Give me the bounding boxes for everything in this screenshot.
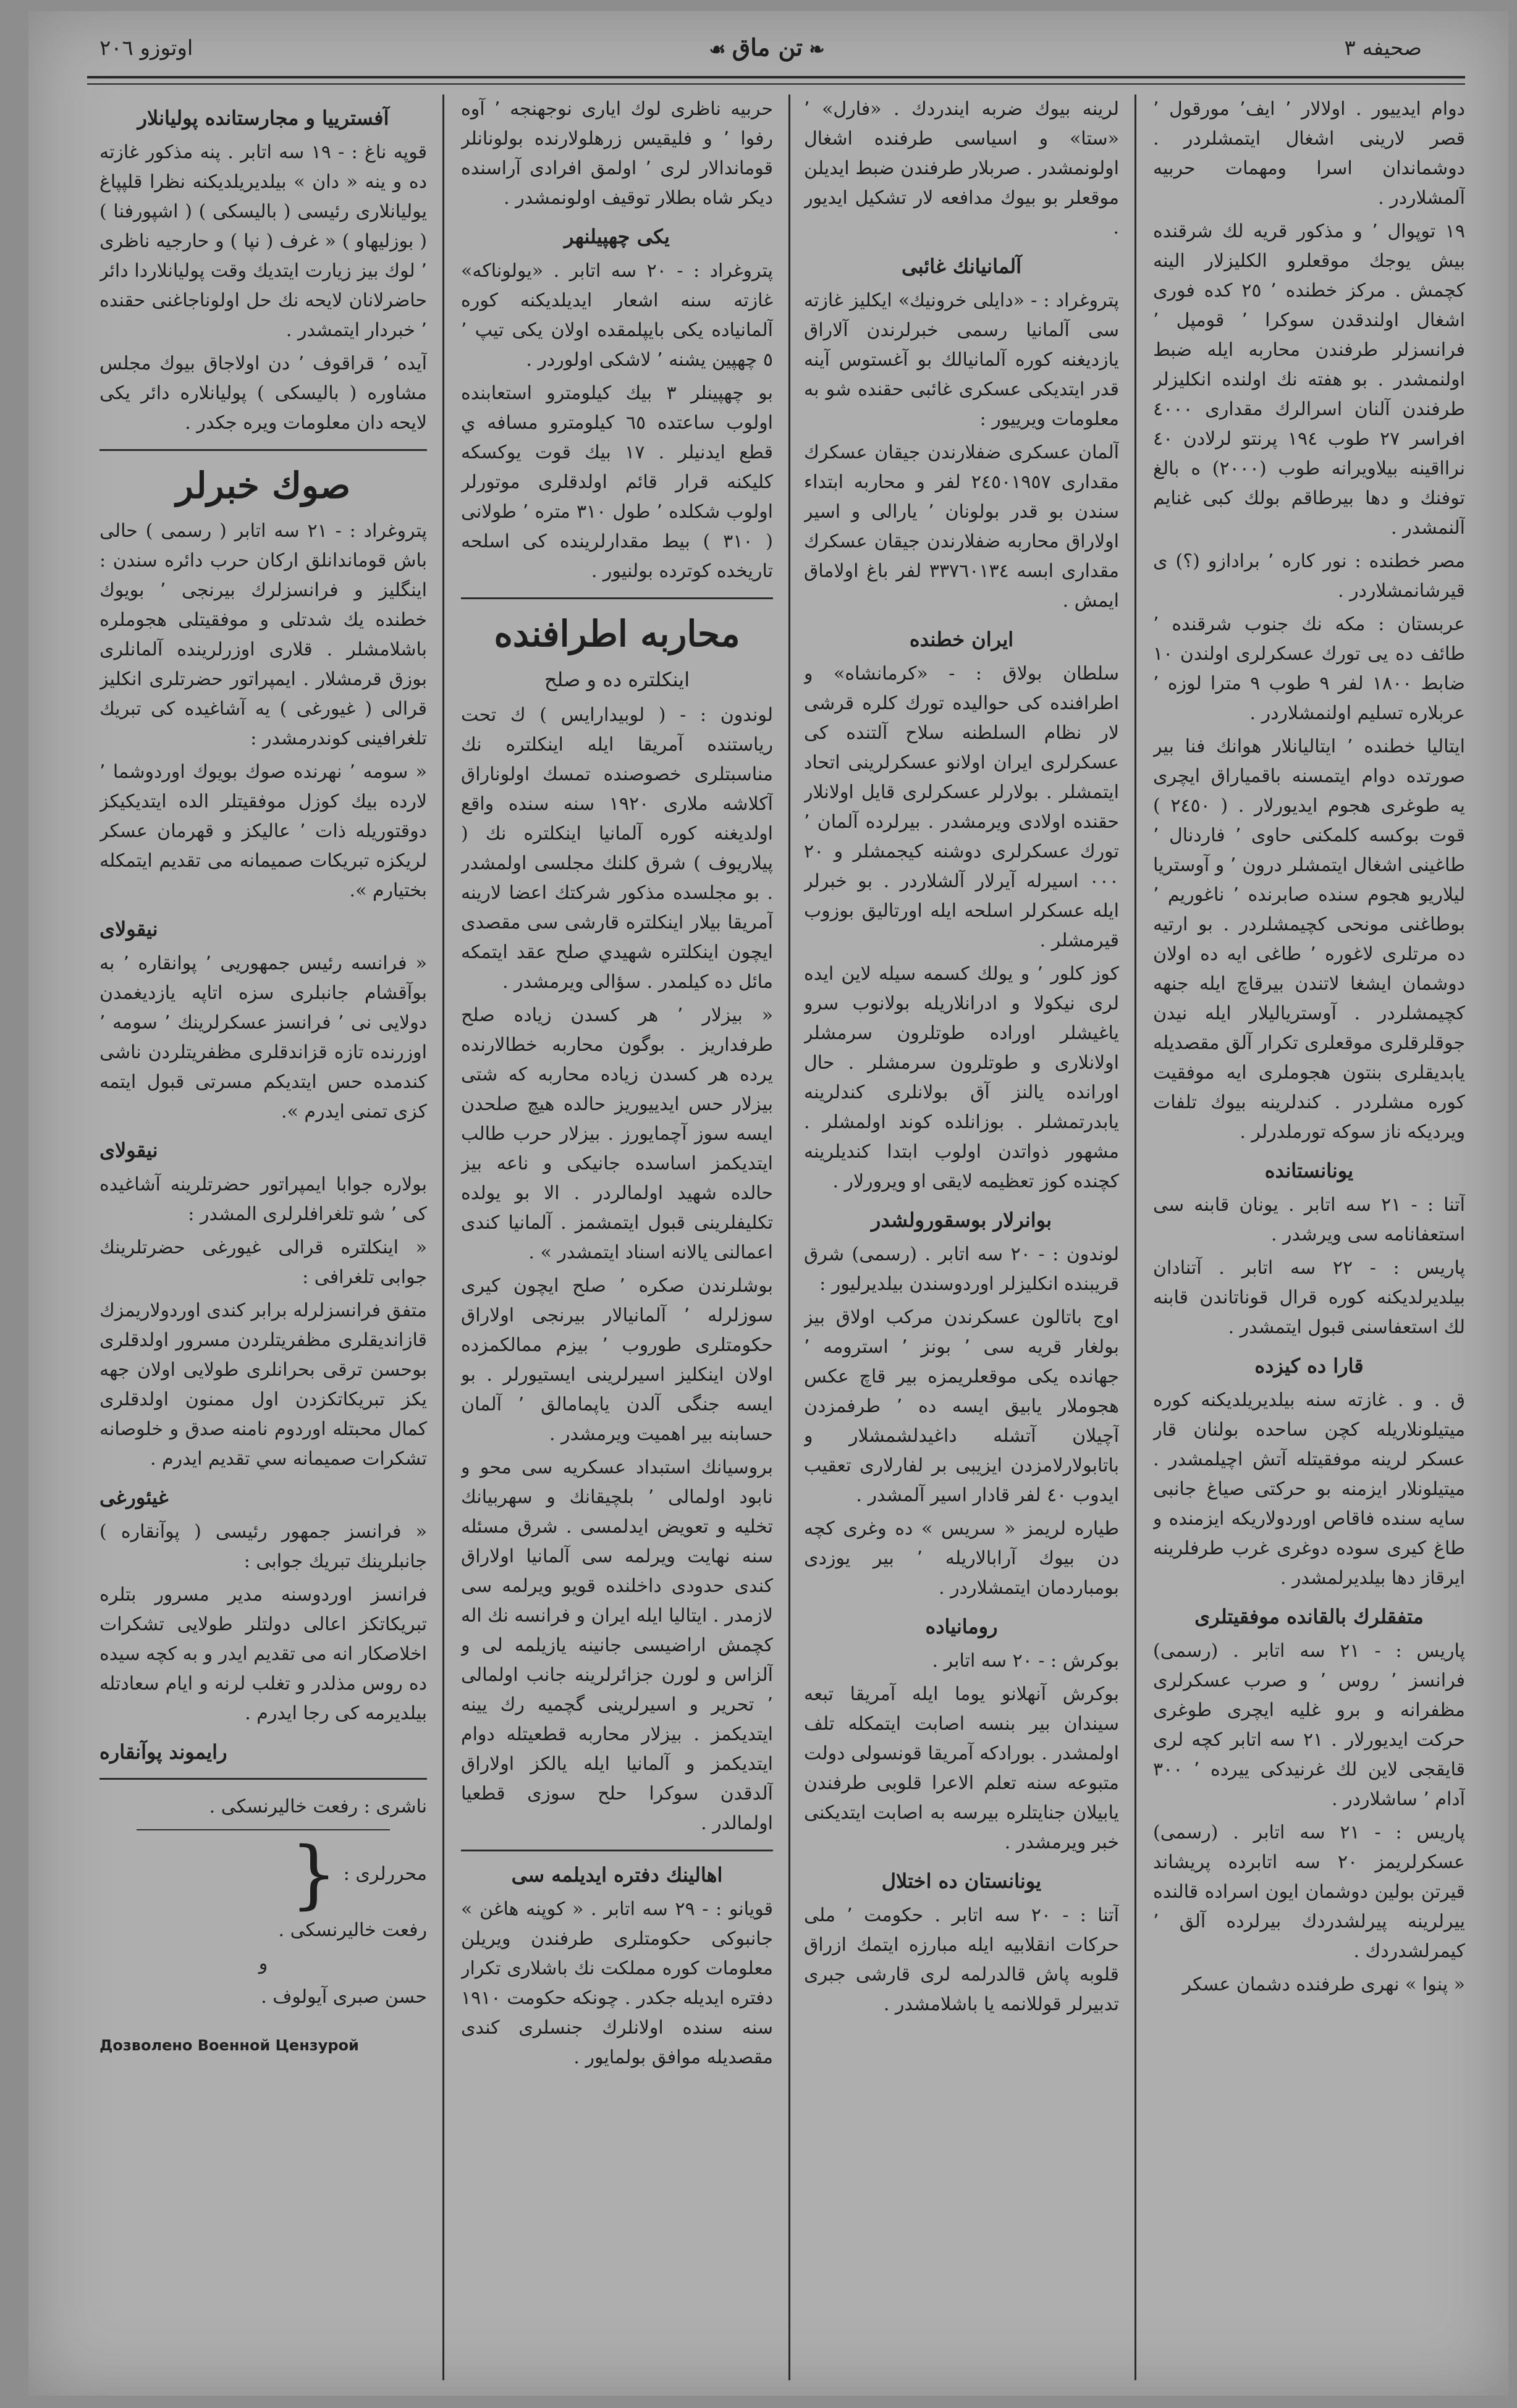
article-text: آتنا : - ٢١ سه اتابر . يونان قابنه سى استعفانامه سى ويرشدر .: [1153, 1194, 1465, 1245]
signature: غيئورغى: [99, 1486, 169, 1509]
article-text: آتنا : - ٢٠ سه اتابر . حكومت ٬ ملى حركات انقلابيه ايله مبارزه ايتمك ازراق قلوبه پاش قالدرلمه لرى قارشى جبرى تدبيرلر قوللانمه يا باشلامشدر .: [804, 1905, 1119, 2015]
ornament-icon: ☙: [709, 39, 732, 61]
editor-name: رفعت خاليرنسكى .: [278, 1919, 427, 1941]
section-heading: متفقلرك بالقانده موفقيتلرى: [1194, 1605, 1424, 1628]
article-text: كوز كلور ٬ و يولك كسمه سيله لاين ايده لرى نيكولا و ادرانلاريله بولانوب سرو ياغيشلر اوراده طوتلرون سرمشلر اولانلارى و طوتلرون سرمشلر . حال اورانده يالنز آق بولانلرى كندلرينه يابدرتمشلر . بوزانلده كوند اولمشلر . مشهور ذواتدن اولوب ابتدا كنديلرينه كچنده كوز تعظيمه لايقى او ويرورلار .: [804, 963, 1119, 1192]
article-text: پاريس : - ٢١ سه اتابر . (رسمى) فرانسز ٬ روس ٬ و صرب عسكرلرى مظفرانه و برو غليه ايچرى طوغرى حركت ايديورلار . ٢١ سه اتابر كچه لرى قايقجى لاين لك غرنيدكى ييرده ٬ ٣٠٠ آدام ٬ ساشلاردر .: [1153, 1640, 1465, 1810]
article-text: « فرانسه رئيس جمهوريى ٬ پوانقاره ٬ به بوآقشام جانبلرى سزه اتاپه يازديغمدن دولايى نى ٬ فرانسز عسكرلرينك ٬ سومه ٬ اوزرنده تازه قزاندقلرى مظفريتلردن ناشى كندمده حس ايتديكم مسرتى قبول ايتمه كزى تمنى ايدرم ».: [99, 953, 427, 1122]
article-text: فرانسز اوردوسنه مدير مسرور بتلره تبريكاتكز اعالى دولتلر طولايى تشكرات اخلاصكار انه مى تقديم ايدر و به كچه سيده ده روس مذلدر و تغلب لرنه و ايام سعادتله بيلديرمه كى رجا ايدرم .: [99, 1584, 427, 1724]
section-heading: اهالينك دفتره ايديلمه سى: [511, 1863, 723, 1887]
section-heading: يونانستان ده اختلال: [881, 1869, 1042, 1893]
section-heading: بوانرلار بوسقورولشدر: [871, 1208, 1052, 1232]
article-text: بولاره جوابا ايمپراتور حضرتلرينه آشاغيده كى ٬ شو تلغرافلرلرى المشدر :: [99, 1174, 427, 1225]
section-rule: [461, 1850, 773, 1851]
editor-conjunction: و: [258, 1953, 268, 1974]
article-text: بوكرش آنهلانو يوما ايله آمريقا تبعه سيندان بير بنسه اصابت ايتمكله تلف اولمشدر . بورادكه آمريقا قونسولى دولت متبوعه سنه تعلم الاعرا قلوبى طرفندن يابيلان جنايتلره بيرسه به اصابت ايتديكنى خبر ويرمشدر .: [804, 1683, 1119, 1853]
paper-name: تن ماق: [732, 33, 803, 61]
article-text: حربيه ناظرى لوك ايارى نوجهنجه ٬ آوه رفوا ٬ و فليقيس زرهلولارنده بولونانلر قوماندالار لرى ٬ اولمق افرادى آراسنده ديكر شاه بطلار توقيف اولونمشدر .: [461, 98, 773, 209]
editors-label: محررلرى :: [343, 1863, 427, 1885]
page-number: صحيفه ۳: [1344, 36, 1422, 61]
columns: [87, 95, 1465, 2380]
article-text: بو چهپينلر ٣ بيك كيلومترو استعابنده اولوب ساعتده ٦٥ كيلومترو مسافه ي قطع ايدنيلر . ١٧ بيك قوت يوكسكه كليكنه قرار قائم اولدقلرى موتورلر اولوب شكلده ٬ طول ٣١٠ متره ٬ طولانى ( ٣١٠ ) بيط مقدارلرينده كى اسلحه تاريخده كوترده بولنيور .: [461, 382, 773, 582]
signature: نيقولاى: [99, 1139, 158, 1162]
article-text: ايتاليا خطنده ٬ ايتاليانلار هوانك فنا بير صورتده دوام ايتمسنه باقمياراق ايچرى يه طوغرى هجوم ايديورلار . ( ٢٤٥٠ ) قوت بوكسه كلمكنى حاوى ٬ فاردنال ٬ طاغينى اشغال ايتمشلر درون ٬ و آوستريا ليلاريو هجوم سنده صابرنده ٬ ناغوريم ٬ بوطاغنى مونحى كچيمشلردر . بو ارتيه ده مرتلرى لاغوره ٬ طاغى ايه ده اولان دوشمان ايشغا لاتندن بيرقاچ ايله جنهه كچيمشلردر . آوسترياليلار ايله نيدن جوقلرقلرى موقعلرى تكرار آلق مقصديله يابديقلرى بنتون هجوملرى ايه موفقيت كوره مشلردر . كندلرينه بيوك تلفات ويرديكه ناز سوكه تورملدرلر .: [1153, 736, 1465, 1143]
article-text: لوندون : - ٢٠ سه اتابر . (رسمى) شرق قريبنده انكليزلر اوردوسندن بيلديرليور :: [804, 1244, 1119, 1295]
column-4: [99, 95, 427, 2380]
article-text: اوج باتالون عسكرندن مركب اولاق بيز بولغار قريه سى ٬ بونز ٬ استرومه ٬ جهانده يكى موقعلريمزه بير قاچ عكس هجوملار يابيق ايسه ده ٬ طرفمزدن آچيلان آتشله داغيدلشمشلار و باتابولارلامزدن ايزيبى بر لفارلارى تعقيب ايدوب ٤٠ لفر قادار اسير آلمشدر .: [804, 1307, 1119, 1506]
article-text: پتروغراد : - ٢٠ سه اتابر . «يولوناكه» غازته سنه اشعار ايديلديكنه كوره آلمانياده يكى بايپلمقده اولان يكى تيپ ٬ ٥ چهپين يشنه ٬ لاشكى اولوردر .: [461, 260, 773, 371]
article-text: بوشلرندن صكره ٬ صلح ايچون كيرى سوزلرله ٬ آلمانيالار بيرنجى اولاراق حكومتلرى طوروب ٬ بيزم ممالكمزده اولان اينكليز اسيرلرينى ايستيورلر . بو ايسه جنگى آلدن ياپمامالق ٬ آلمان حسابنه بير اهميت ويرمشدر .: [461, 1275, 773, 1445]
section-rule: [99, 1778, 427, 1780]
header-rule: [87, 76, 1465, 85]
newspaper-page: [28, 11, 1508, 2396]
section-heading: آلمانيانك غائبى: [902, 255, 1021, 278]
article-text: مصر خطنده : نور كاره ٬ برادازو (؟) ى قيرشانمشلاردر .: [1153, 550, 1465, 602]
section-rule: [99, 449, 427, 451]
article-text: « سومه ٬ نهرنده صوك بويوك اوردوشما ٬ لارده بيك كوزل موفقيتلر الده ايتديكيكز دوقتوريله ذات ٬ عاليكز و قهرمان عسكر لريكزه تبريكات صميمانه مى تقديم ايتمكله بختيارم ».: [99, 761, 427, 901]
publisher-name: رفعت خاليرنسكى .: [209, 1796, 358, 1817]
brace-icon: {: [290, 1832, 338, 1918]
section-rule: [461, 597, 773, 599]
divider: [137, 1829, 390, 1830]
masthead: [709, 33, 824, 61]
article-text: طياره لريمز « سريس » ده وغرى كچه دن بيوك آرابالاريله ٬ بير يوزدى بومباردمان ايتمشلاردر .: [804, 1518, 1119, 1599]
publisher-block: [99, 1792, 427, 2012]
article-text: ١٩ توپوال ٬ و مذكور قريه لك شرقنده بيش يوجك موقعلرو الكليزلار الينه كچمش . مركز خطنده ٬ ٢٥ كده فورى اشغال اولندقدن سوكرا ٬ قومپل ٬ فرانسزلر طرفندن محاربه ايله ضبط اولنمشدر . بو هفته نك اولنده انكليزلر طرفندن آلنان اسرالرك مقدارى ٤٠٠٠ افراسر ٢٧ طوب ١٩٤ پرنتو لرلادن ٤٠ نرااقينه بيلاويرانه طوب (٢٠٠٠) ه بالغ توفنك و دها بيرطاقم بولك كبى غنايم آلنمشدر .: [1153, 221, 1465, 539]
headline: صوك خبرلر: [175, 465, 351, 507]
article-text: « بيزلار ٬ هر كسدن زياده صلح طرفداريز . بوگون محاربه خطالارنده يرده هر كسدن زياده محاربه كه شتى بيزلار حس ايدييوريز حالده هيچ صلحدن ايسه سوز آچمايورز . بيزلار حرب طالب ايتديكمز اساسده جانيكى و ناعه بيز حالده شهيد اولمالردر . الا بو يولده تكليفلرينى قبول ايتمشمز . آلمانيا كندى اعمالنى يالانه اسناد ايتمشدر » .: [461, 1004, 773, 1263]
section-heading: رومانياده: [925, 1615, 998, 1638]
column-divider: [1135, 95, 1136, 2380]
article-text: پتروغراد : - «دايلى خرونيك» ايكليز غازته سى آلمانيا رسمى خبرلرندن آلاراق يازديغنه كوره آلمانيالك بو آغستوس آينه قدر ايتديكى عسكرى غائبى حقنده شو به معلومات ويرييور :: [804, 290, 1119, 430]
section-heading: يونانستانده: [1264, 1159, 1354, 1182]
article-text: آيده ٬ قراقوف ٬ دن اولاجاق بيوك مجلس مشاوره ( باليسكى ) پوليانلاره دائر يكى لايحه دان معلومات ويره جكدر .: [99, 353, 427, 434]
article-text: پتروغراد : - ٢١ سه اتابر ( رسمى ) حالى باش قوماندانلق اركان حرب دائره سندن : اينگليز و فرانسزلرك بيرنجى ٬ بويوك خطنده يك شدتلى و موفقيتلى هجوملره باشلامشلر . قلارى اوزرلرينده آلمانلرى بوزق قرمشلار . ايمپراتور حضرتلرى انكليز قرالى ( غيورغى ) يه آشاغيده كى تبريك تلغرافينى كوندرمشدر :: [99, 520, 427, 749]
article-text: سلطان بولاق : - «كرمانشاه» و اطرافنده كى حواليده تورك كلره قرشى لار نظام السلطنه سلاح آلتنده كى عسكرلرى ايران اولانو عسكرلرينى اتحاد ايتمشلر . بولارلر عسكرلرى قايل اولانلار حقنده اولادى ويرمشدر . بيرلرده آلمان ٬ تورك عسكرلرى دوشنه كيجمشلر و ٢٠ ٠٠٠ اسيرله آيرلار آلشلاردر . بو خبرلر ايله عسكرلر اسلحه ايله اورتاليق بوزوب قيرمشلر .: [804, 663, 1119, 951]
column-divider: [788, 95, 790, 2380]
article-text: عربستان : مكه نك جنوب شرقنده ٬ طائف ده يى تورك عسكرلرى اولندن ١٠ ضابط ١٨٠٠ لفر ٩ طوب ٩ مترا لوزه ٬ عربلاره تسليم اولنمشلاردر .: [1153, 613, 1465, 724]
column-2: [804, 95, 1119, 2380]
article-text: بوكرش : - ٢٠ سه اتابر .: [932, 1650, 1119, 1672]
section-heading: يكى چهپيلنهر: [564, 225, 670, 248]
article-text: قوپه ناغ : - ١٩ سه اتابر . پنه مذكور غازته ده و ينه « دان » بيلديريلديكنه نظرا قلپپاغ يوليانلارى رئيسى ( باليسكى ) ( اشپورفنا ) ( بوزليهاو ) « غرف ( نپا ) و حارجيه ناظرى ٬ لوك بيز زيارت ايتديك وقت پوليانلاردا دائر حاضرلانان لايحه نك حل اولوناجاغنى حقنده ٬ خبردار ايتمشدر .: [99, 141, 427, 341]
section-heading: آفسترييا و مجارستانده پوليانلار: [137, 106, 389, 130]
article-text: بروسيانك استبداد عسكريه سى محو و نابود اولمالى ٬ بلچيقانك و سهربيانك تخليه و تعويض ايدلمسى . شرق مسئله سنه نهايت ويرلمه سى آلمانيا اولاراق كندى حدودى داخلنده قويو ويرلمه سى لازمدر . ايتاليا ايله ايران و فرانسه نك اله كچمش اراضيسى جانينه يازيلمه لى و آلزاس و لورن جزائرلرينه جانب اولمالى ٬ تحرير و اسيرلرينى گچميه رك يينه ايتديكمز . بيزلار محاربه قطعيتله دوام ايتديكمز و آلمانيا ايله يالكز اولاراق آلدقدن سوكرا حلح سوزى قطعيا اولمالدر .: [461, 1457, 773, 1834]
article-text: ق . و . غازته سنه بيلديريلديكنه كوره ميتيلونلاريله كچن ساحده بولنان قار عسكر لرينه موفقيتله آتش اچيلمشدر . ميتيلونلار ايزمنه بو حركتى صياغ جانبى سايه سنده فاقاص اوردولاريكه ايزمنده و طاغ كيرى سوده دوغرى غرب طرفلرينه ايرقاز دها بيلديرلمشدر .: [1153, 1389, 1465, 1589]
article-text: آلمان عسكرى ضفلارندن جيقان عسكرك مقدارى ٢٤٥٠١٩٥٧ لفر و محاربه ابتداء سندن بو قدر بولونان ٬ يارالى و اسير اولاراق محاربه ضفلارندن جيقان عسكرك مقدارى ابسه ٣٣٧٦٠١٣٤ لفر باغ اولاماق ايمش .: [804, 442, 1119, 612]
issue-number: اوتوزو ۲۰٦: [99, 36, 193, 61]
column-3: [461, 95, 773, 2380]
article-text: لرينه بيوك ضربه ايندردك . «فارل» ٬ «ستا» و اسياسى طرفنده اشغال اولونمشدر . صربلار طرفندن ضبط ايديلن موقعلر بو بيوك مدافعه لار تشكيل ايديور .: [804, 98, 1119, 238]
article-text: لوندون : - ( لوبيدارايس ) ك تحت رياستنده آمريقا ايله اينكلتره نك مناسبتلرى خصوصنده تمسك اولوناراق آكلاشه ملارى ١٩٢٠ سنه سنده واقع اولديغنه كوره آلمانيا اينكلتره نك ( پيلاريوف ) شرق كلنك مجلسى اولمشدر . بو مجلسده مذكور شركتك اعضا لارينه آمريقا بيلار اينكلتره قارشى سى مقصدى ايچون اينكلتره شهيدي صلح عقد ايتمكه مائل ده كيلمدر . سؤالى ويرمشدر .: [461, 704, 773, 993]
page-header: [87, 30, 1447, 76]
article-text: دوام ايدييور . اولالار ٬ ايف٬ مورقول ٬ قصر لارينى اشغال ايتمشلردر . دوشماندان اسرا ومهمات حربيه آلمشلاردر .: [1153, 98, 1465, 209]
signature: نيقولاى: [99, 917, 158, 941]
ornament-icon: ❧: [802, 39, 825, 61]
article-text: « اينكلتره قرالى غيورغى حضرتلرينك جوابى تلغرافى :: [99, 1237, 427, 1288]
section-heading: قارا ده كيزده: [1254, 1354, 1364, 1378]
article-text: « فرانسز جمهور رئيسى ( پوآنقاره ) جانبلرينك تبريك جوابى :: [99, 1521, 427, 1572]
censor-stamp: Дозволено Военной Цензурой: [99, 2037, 359, 2054]
headline: محاربه اطرافنده: [494, 613, 740, 655]
article-text: متفق فرانسزلرله برابر كندى اوردولاريمزك قازانديقلرى مظفريتلردن مسرور اولدقلرى بوحسن ترقى بحرانلرى طولايى اولان جهه يكز تبريكاتكزدن اول ممنون اولدقلرى كمال محبتله اوردوم نامنه صدق و خلوصانه تشكرات صميمانه سي تقديم ايدرم .: [99, 1300, 427, 1470]
article-text: پاريس : - ٢١ سه اتابر . (رسمى) عسكرلريمز ٢٠ سه اتابرده پريشاند قيرتن بولين دوشمان ايون اسراده قالنده ييرلرينه پيرلشدردك بيرلرده آلق ٬ كيمرلشدردك .: [1153, 1822, 1465, 1962]
article-text: قويانو : - ٢٩ سه اتابر . « كوپنه هاغن » جانبوكى حكومتلرى طرفندن ويريلن معلومات كوره مملكت نك باشلارى تكرار دفتره ايديله جكدر . چونكه حكومت ١٩١٠ سنه سنده اولانلرك جنسلرى كندى مقصديله موافق بولمايور .: [461, 1898, 773, 2068]
article-text: پاريس : - ٢٢ سه اتابر . آتنادان بيلديرلديكنه كوره قرال قوناتاندن قابنه لك استعفاسنى قبول ايتمشدر .: [1153, 1257, 1465, 1338]
signature: رايموند پوآنقاره: [99, 1740, 227, 1764]
section-heading: ايران خطنده: [909, 628, 1014, 651]
column-divider: [442, 95, 444, 2380]
column-1: [1153, 95, 1465, 2380]
publisher-label: ناشرى :: [363, 1796, 427, 1817]
subheadline: اينكلتره ده و صلح: [544, 668, 690, 691]
editor-name: حسن صبرى آيولوف .: [261, 1986, 427, 2008]
article-text: « پنوا » نهرى طرفنده دشمان عسكر: [1182, 1974, 1465, 1995]
